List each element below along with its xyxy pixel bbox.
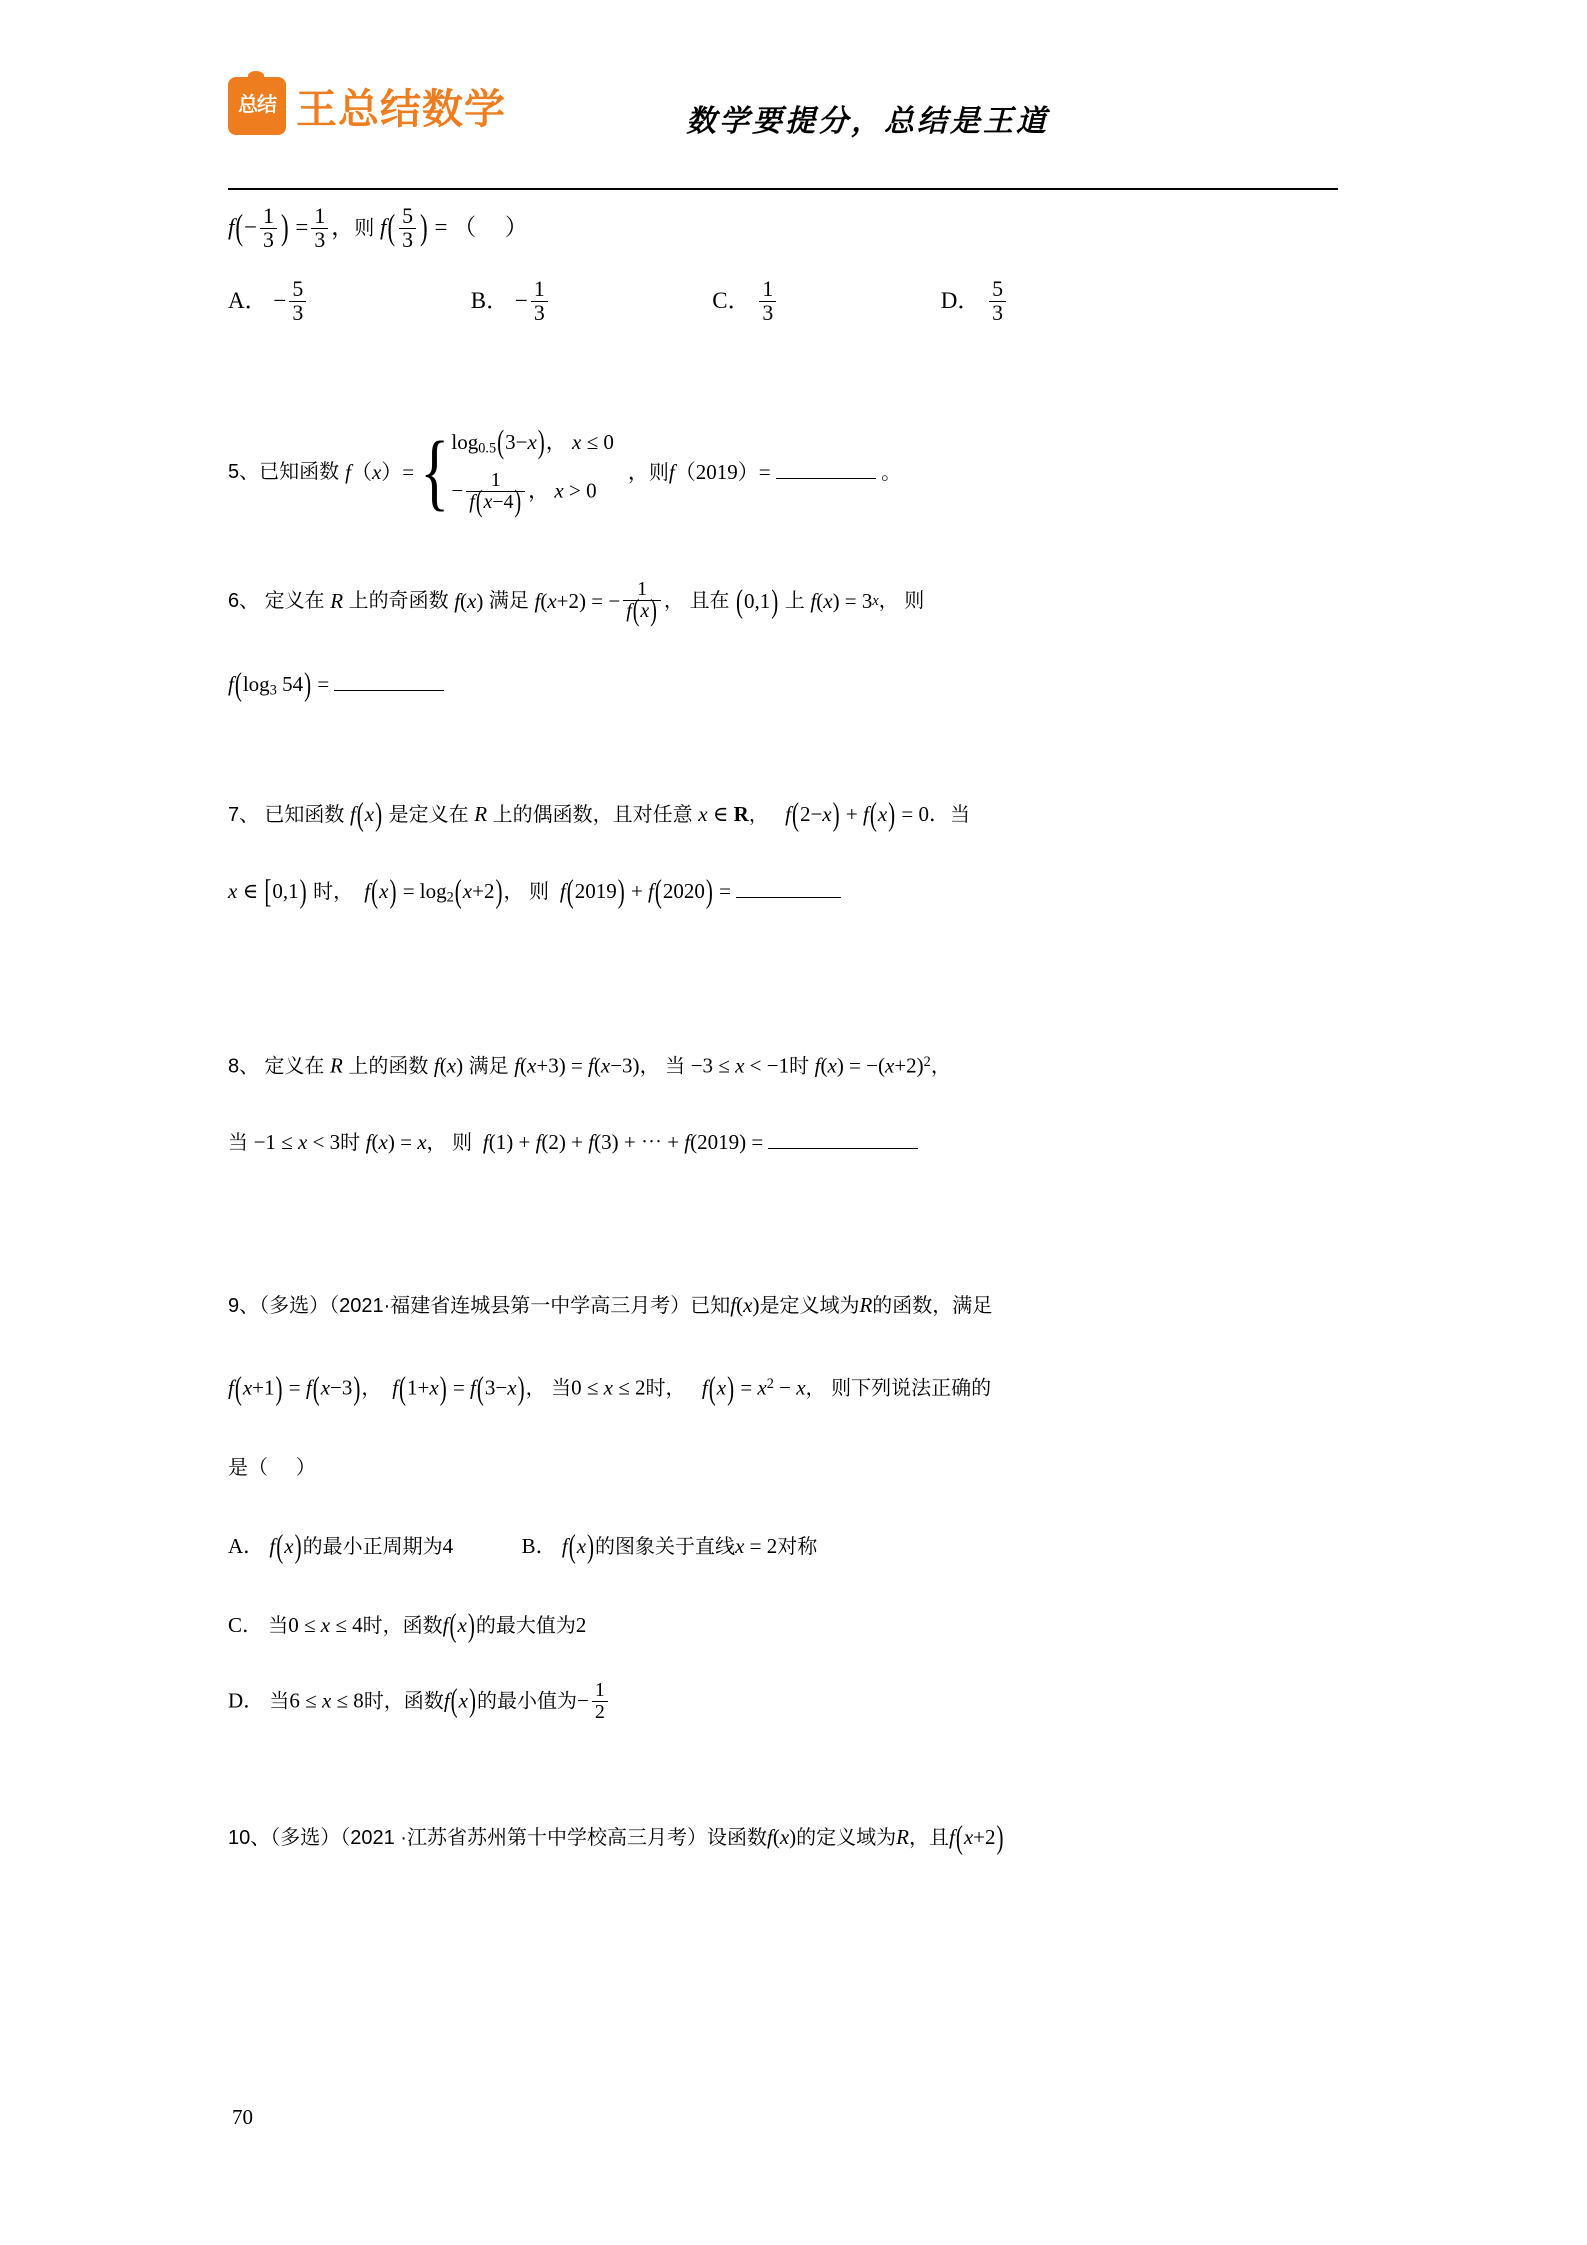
q8-line-1: 8、 定义在 R 上的函数 f(x) 满足 f(x+3) = f(x−3)， 当 −3 ≤ x < −1时 $f(x) = -(x+2)^2$， xyxy=(228,1053,951,1078)
q7-answer-blank[interactable] xyxy=(736,897,841,898)
q8-line-2: 当 −1 ≤ x < 3时 f(x) = x， 则 f(1) + f(2) + f(3) + ⋯ + f(2019) = xyxy=(228,1125,1348,1160)
q10-number: 10、 xyxy=(228,1826,271,1849)
q4-option-b[interactable]: B． − $\frac{1}{3}$ xyxy=(471,288,551,313)
q8-number: 8、 xyxy=(228,1055,260,1078)
problem-5 xyxy=(228,422,1348,520)
problem-9 xyxy=(228,1288,1348,1723)
q4-options-line xyxy=(228,276,1348,326)
q5-case-1: $\log_{0.5}(3-x)$， x ≤ 0 xyxy=(451,422,614,460)
q5-line: 5、 已知函数 f（x）= { $\log_{0.5}(3-x)$， x ≤ 0 − $\frac{1}{f(x-4)}$ ， x > 0 ，则f（2019）= 。 xyxy=(228,422,902,520)
page-number: 70 xyxy=(232,2105,253,2129)
problem-4-tail xyxy=(228,206,1348,326)
q9-tag: （多选） xyxy=(259,1295,330,1318)
header-divider xyxy=(228,188,1338,190)
q7-number: 7、 xyxy=(228,804,260,827)
q10-tag: （多选） xyxy=(270,1826,341,1849)
header-slogan: 数学要提分，总结是王道 xyxy=(686,105,1049,138)
q8-answer-blank[interactable] xyxy=(768,1148,918,1149)
q5-answer-blank[interactable] xyxy=(776,478,876,479)
q6-line-2: $f(\log_3$ 54) = xyxy=(228,667,1348,708)
logo-badge-text: 总结 xyxy=(238,94,276,116)
q4-option-a[interactable]: A． − $\frac{5}{3}$ xyxy=(228,288,309,313)
problem-6 xyxy=(228,577,1348,707)
q6-line-1: 6、 定义在 R 上的奇函数 f ( x ) 满足 f ( x +2) = − $\frac{1}{f(x)}$ ， 且在 ( 0,1 ) 上 f ( x ) = 3 x ， 则 xyxy=(228,577,925,628)
q9-option-a-b xyxy=(228,1529,1348,1564)
q7-line-1: 7、 已知函数 f(x) 是定义在 R 上的偶函数，且对任意 x ∈ R， f(2−x) + f(x) = 0．当 xyxy=(228,795,970,833)
q5-number: 5、 xyxy=(228,461,260,484)
q10-source: （2021 ·江苏省苏州第十中学校高三月考） xyxy=(340,1826,707,1849)
q5-piecewise: { $\log_{0.5}(3-x)$， x ≤ 0 − $\frac{1}{f(x-4)}$ ， x > 0 xyxy=(420,422,614,520)
q9-source: （2021·福建省连城县第一中学高三月考） xyxy=(329,1295,691,1318)
q5-case-2: − $\frac{1}{f(x-4)}$ ， x > 0 xyxy=(451,468,597,519)
q5-lead: 已知函数 xyxy=(259,461,340,484)
q10-line-1: 10、（多选）（2021 ·江苏省苏州第十中学校高三月考）设函数f(x)的定义域为R，且f(x+2) xyxy=(228,1817,1004,1856)
problem-10 xyxy=(228,1817,1348,1856)
q7-line-2: x ∈ [0,1) 时， $f(x) = \log_2(x+2)$， 则 f(2019) + f(2020) = xyxy=(228,874,1348,915)
logo-text: 王总结数学 xyxy=(296,86,506,132)
q9-line-1: 9、（多选）（2021·福建省连城县第一中学高三月考）已知f(x)是定义域为R的函数，满足 xyxy=(228,1293,993,1318)
document-body xyxy=(228,196,1348,1855)
q9-option-d[interactable]: D． 当6 ≤ x ≤ 8时，函数f(x)的最小值为− $\frac{1}{2}$ xyxy=(228,1681,1348,1724)
logo-badge-icon xyxy=(228,77,286,135)
problem-7 xyxy=(228,797,1348,915)
q9-option-a[interactable]: A． f(x)的最小正周期为4 xyxy=(228,1527,454,1565)
q6-answer-blank[interactable] xyxy=(334,690,444,691)
q4-stem-line: f(− $\frac{1}{3}$ ) = $\frac{1}{3}$ ，则 f( $\frac{5}{3}$ ) = （ ） xyxy=(228,204,528,252)
q4-option-c[interactable]: C． $\frac{1}{3}$ xyxy=(712,288,779,313)
q6-number: 6、 xyxy=(228,590,260,613)
brand-logo xyxy=(228,76,506,135)
problem-8 xyxy=(228,1045,1348,1160)
q9-number: 9、 xyxy=(228,1295,260,1318)
q9-line-3: 是（ ） xyxy=(228,1456,316,1479)
q9-option-b[interactable]: B． f(x)的图象关于直线x = 2对称 xyxy=(521,1527,818,1565)
q4-option-d[interactable]: D． $\frac{5}{3}$ xyxy=(941,288,1009,313)
q9-option-c[interactable]: C． 当0 ≤ x ≤ 4时，函数f(x)的最大值为2 xyxy=(228,1606,587,1644)
q9-line-2: f(x+1) = f(x−3)， f(1+x) = f(3−x)， 当0 ≤ x ≤ 2时， $f(x) = x^2 - x$， 则下列说法正确的 xyxy=(228,1369,992,1407)
page-header xyxy=(228,68,1338,186)
